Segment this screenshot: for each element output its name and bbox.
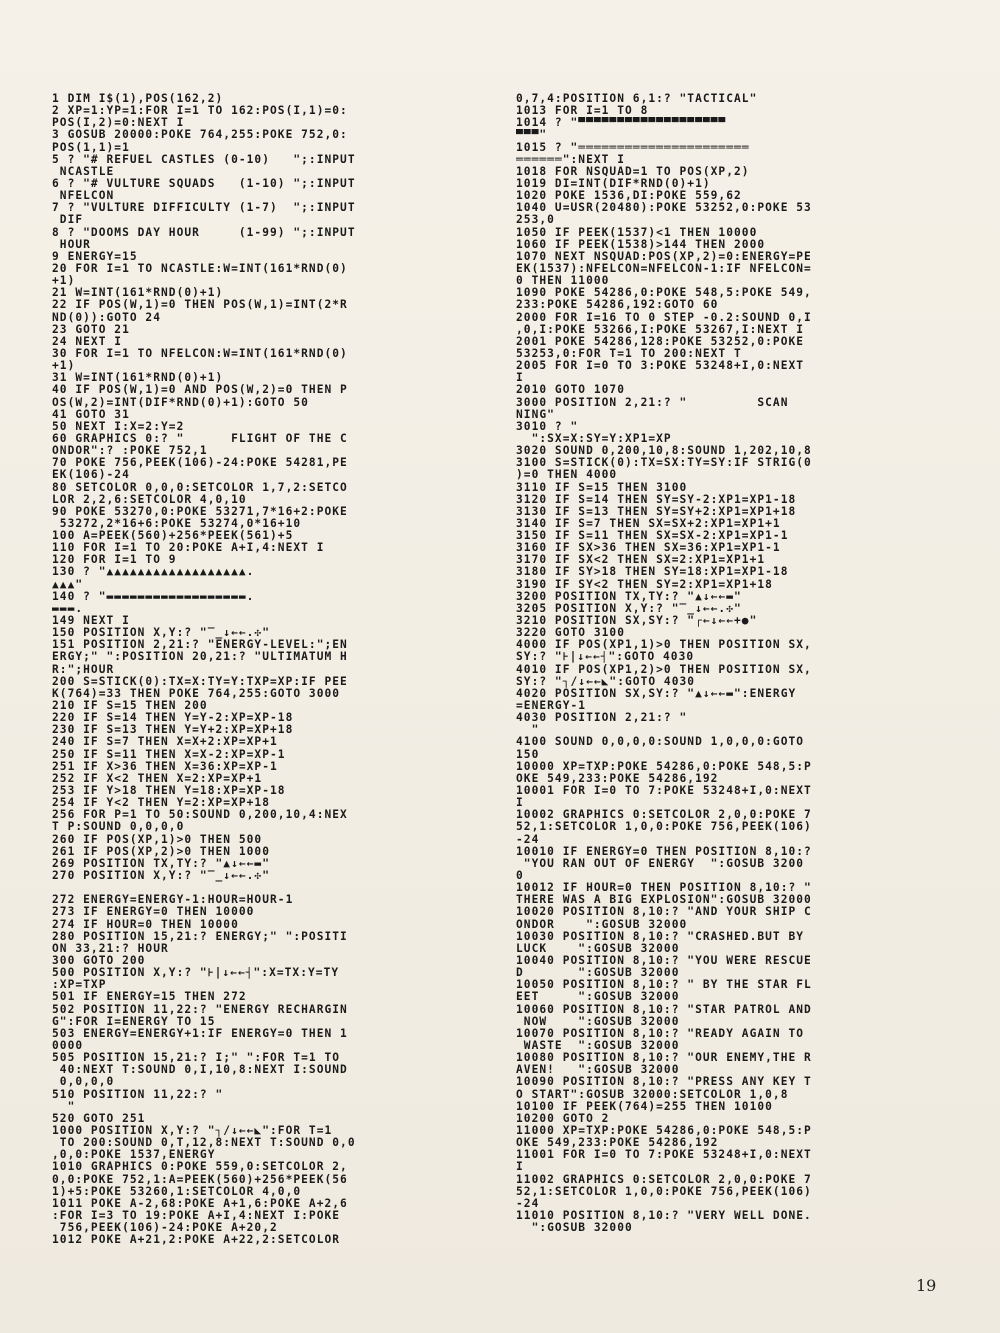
code-line: 52,1:SETCOLOR 1,0,0:POKE 756,PEEK(106)	[516, 821, 812, 834]
code-line: 1)+5:POKE 53260,1:SETCOLOR 4,0,0	[52, 1185, 302, 1198]
code-line: 0,0,0,0	[52, 1076, 115, 1089]
basic-listing-right-column	[516, 93, 936, 1234]
code-line: 24 NEXT I	[52, 335, 123, 348]
code-line: 10100 IF PEEK(764)=255 THEN 10100	[516, 1100, 773, 1113]
code-line: 6 ? "# VULTURE SQUADS (1-10) ";:INPUT	[52, 177, 356, 190]
code-line: 40 IF POS(W,1)=0 AND POS(W,2)=0 THEN P	[52, 384, 348, 397]
code-line: 5 ? "# REFUEL CASTLES (0-10) ";:INPUT	[52, 153, 356, 166]
code-line: 253 IF Y>18 THEN Y=18:XP=XP-18	[52, 785, 286, 798]
code-line: ONDOR":? :POKE 752,1	[52, 445, 208, 458]
code-line: 2001 POKE 54286,128:POKE 53252,0:POKE	[516, 335, 805, 348]
code-line: SY:? "┐/↓←←◣":GOTO 4030	[516, 675, 696, 688]
code-line: SY:? "⊦|↓←←┤":GOTO 4030	[516, 651, 695, 664]
code-line: 0 THEN 11000	[516, 275, 610, 288]
code-line: 1040 U=USR(20480):POKE 53252,0:POKE 53	[516, 202, 812, 215]
code-line: 210 IF S=15 THEN 200	[52, 700, 208, 713]
code-line: 1060 IF PEEK(1538)>144 THEN 2000	[516, 238, 766, 251]
code-line: 4030 POSITION 2,21:? "	[516, 712, 688, 725]
code-line: 149 NEXT I	[52, 615, 130, 628]
code-line: 1070 NEXT NSQUAD:POS(XP,2)=0:ENERGY=PE	[516, 250, 812, 263]
code-line: 10040 POSITION 8,10:? "YOU WERE RESCUE	[516, 954, 812, 967]
code-line: )=0 THEN 4000	[516, 469, 618, 482]
code-line: =ENERGY-1	[516, 700, 587, 713]
code-line: 270 POSITION X,Y:? "‾_↓←←.✣"	[52, 870, 270, 882]
code-line: 1015 ? "══════════════════════	[516, 141, 750, 154]
code-line: +1)	[52, 275, 76, 288]
code-line: 3220 GOTO 3100	[516, 627, 625, 640]
code-line: ON 33,21:? HOUR	[52, 942, 169, 955]
code-line: 1011 POKE A-2,68:POKE A+1,6:POKE A+2,6	[52, 1197, 348, 1210]
code-line: I	[516, 797, 524, 810]
code-line: THERE WAS A BIG EXPLOSION":GOSUB 32000	[516, 894, 812, 907]
code-line: 2010 GOTO 1070	[516, 384, 625, 397]
code-line: 3100 S=STICK(0):TX=SX:TY=SY:IF STRIG(0	[516, 457, 812, 470]
code-line: 10050 POSITION 8,10:? " BY THE STAR FL	[516, 979, 812, 992]
code-line: 20 FOR I=1 TO NCASTLE:W=INT(161*RND(0)	[52, 262, 348, 275]
code-line: 52,1:SETCOLOR 1,0,0:POKE 756,PEEK(106)	[516, 1185, 812, 1198]
code-line: 22 IF POS(W,1)=0 THEN POS(W,1)=INT(2*R	[52, 299, 348, 312]
code-line: 251 IF X>36 THEN X=36:XP=XP-1	[52, 760, 278, 773]
code-line: 3200 POSITION TX,TY:? "▲↓←←▬"	[516, 590, 742, 603]
code-line: 280 POSITION 15,21:? ENERGY;" ":POSITI	[52, 930, 348, 943]
code-line: 11010 POSITION 8,10:? "VERY WELL DONE.	[516, 1209, 812, 1222]
code-line: I	[516, 1161, 524, 1174]
code-line: 254 IF Y<2 THEN Y=2:XP=XP+18	[52, 797, 270, 810]
code-line: 2005 FOR I=0 TO 3:POKE 53248+I,0:NEXT	[516, 360, 805, 373]
code-line: 3120 IF S=14 THEN SY=SY-2:XP1=XP1-18	[516, 493, 797, 506]
code-line: TO 200:SOUND 0,T,12,8:NEXT T:SOUND 0,0	[52, 1137, 356, 1150]
code-line: 1018 FOR NSQUAD=1 TO POS(XP,2)	[516, 165, 750, 178]
code-line: ▲▲▲"	[52, 578, 84, 591]
code-line: 3160 IF SX>36 THEN SX=36:XP1=XP1-1	[516, 542, 781, 555]
code-line: 10080 POSITION 8,10:? "OUR ENEMY,THE R	[516, 1052, 812, 1065]
code-line: 10070 POSITION 8,10:? "READY AGAIN TO	[516, 1027, 805, 1040]
code-line: 150 POSITION X,Y:? "‾_↓←←.✣"	[52, 627, 270, 640]
code-line: 11002 GRAPHICS 0:SETCOLOR 2,0,0:POKE 7	[516, 1173, 812, 1186]
code-line: "YOU RAN OUT OF ENERGY ":GOSUB 3200	[516, 857, 805, 870]
code-line: 21 W=INT(161*RND(0)+1)	[52, 287, 224, 300]
code-line: 11001 FOR I=0 TO 7:POKE 53248+I,0:NEXT	[516, 1149, 812, 1162]
code-line: 0000	[52, 1039, 84, 1052]
code-line: O START":GOSUB 32000:SETCOLOR 1,0,8	[516, 1088, 789, 1101]
code-line: NOW ":GOSUB 32000	[516, 1015, 680, 1028]
code-line: :XP=TXP	[52, 979, 107, 992]
code-line: 272 ENERGY=ENERGY-1:HOUR=HOUR-1	[52, 894, 294, 907]
code-line: 252 IF X<2 THEN X=2:XP=XP+1	[52, 772, 263, 785]
code-line: 1012 POKE A+21,2:POKE A+22,2:SETCOLOR	[52, 1234, 341, 1247]
code-line: I	[516, 372, 524, 385]
code-line: 3130 IF S=13 THEN SY=SY+2:XP1=XP1+18	[516, 505, 797, 518]
code-line: DIF	[52, 214, 84, 227]
code-line: 3020 SOUND 0,200,10,8:SOUND 1,202,10,8	[516, 445, 812, 458]
code-line: LOR 2,2,6:SETCOLOR 4,0,10	[52, 493, 247, 506]
code-line: 3140 IF S=7 THEN SX=SX+2:XP1=XP1+1	[516, 517, 781, 530]
code-line: 502 POSITION 11,22:? "ENERGY RECHARGIN	[52, 1003, 348, 1016]
code-line: 3180 IF SY>18 THEN SY=18:XP1=XP1-18	[516, 566, 789, 579]
code-line: 520 GOTO 251	[52, 1112, 146, 1125]
code-line: 10010 IF ENERGY=0 THEN POSITION 8,10:?	[516, 845, 812, 858]
code-line: 30 FOR I=1 TO NFELCON:W=INT(161*RND(0)	[52, 347, 348, 360]
code-line: +1)	[52, 360, 76, 373]
code-line: 3010 ? "	[516, 420, 579, 433]
code-line: NING"	[516, 408, 555, 421]
code-line: 233:POKE 54286,192:GOTO 60	[516, 299, 719, 312]
code-line: 50 NEXT I:X=2:Y=2	[52, 420, 185, 433]
code-line: ══════":NEXT I	[516, 153, 625, 166]
code-line: 10020 POSITION 8,10:? "AND YOUR SHIP C	[516, 906, 812, 919]
code-line: 3170 IF SX<2 THEN SX=2:XP1=XP1+1	[516, 554, 766, 567]
code-line: 41 GOTO 31	[52, 408, 130, 421]
page-number: 19	[916, 1276, 937, 1295]
code-line: POS(I,2)=0:NEXT I	[52, 117, 185, 130]
code-line: 4020 POSITION SX,SY:? "▲↓←←▬":ENERGY	[516, 687, 797, 700]
code-line: 1020 POKE 1536,DI:POKE 559,62	[516, 190, 742, 203]
code-line: 0,0:POKE 752,1:A=PEEK(560)+256*PEEK(56	[52, 1173, 348, 1186]
code-line: 4100 SOUND 0,0,0,0:SOUND 1,0,0,0:GOTO	[516, 736, 805, 749]
code-line: 0	[516, 870, 524, 882]
code-line: 505 POSITION 15,21:? I;" ":FOR T=1 TO	[52, 1052, 341, 1065]
code-line: 3205 POSITION X,Y:? "‾_↓←←.✣"	[516, 602, 742, 615]
code-line: 4010 IF POS(XP1,2)>0 THEN POSITION SX,	[516, 663, 812, 676]
code-line: 756,PEEK(106)-24:POKE A+20,2	[52, 1222, 278, 1235]
code-line: 261 IF POS(XP,2)>0 THEN 1000	[52, 845, 270, 858]
code-line: OKE 549,233:POKE 54286,192	[516, 772, 719, 785]
code-line: 23 GOTO 21	[52, 323, 130, 336]
code-line: HOUR	[52, 238, 91, 251]
code-line: 80 SETCOLOR 0,0,0:SETCOLOR 1,7,2:SETCO	[52, 481, 348, 494]
code-line: 260 IF POS(XP,1)>0 THEN 500	[52, 833, 263, 846]
code-line: 1050 IF PEEK(1537)<1 THEN 10000	[516, 226, 758, 239]
code-line: 70 POKE 756,PEEK(106)-24:POKE 54281,PE	[52, 457, 348, 470]
code-line: R:";HOUR	[52, 663, 115, 676]
code-line: 240 IF S=7 THEN X=X+2:XP=XP+1	[52, 736, 278, 749]
code-line: T P:SOUND 0,0,0,0	[52, 821, 185, 834]
code-line: 510 POSITION 11,22:? "	[52, 1088, 224, 1101]
code-line: 2000 FOR I=16 TO 0 STEP -0.2:SOUND 0,I	[516, 311, 812, 324]
code-line: EK(1537):NFELCON=NFELCON-1:IF NFELCON=	[516, 262, 812, 275]
code-line: 1000 POSITION X,Y:? "┐/↓←←◣":FOR T=1	[52, 1124, 333, 1137]
code-line: 40:NEXT T:SOUND 0,I,10,8:NEXT I:SOUND	[52, 1064, 348, 1077]
code-line: 1090 POKE 54286,0:POKE 548,5:POKE 549,	[516, 287, 812, 300]
code-line: 11000 XP=TXP:POKE 54286,0:POKE 548,5:P	[516, 1124, 812, 1137]
code-line: ,0,I:POKE 53266,I:POKE 53267,I:NEXT I	[516, 323, 805, 336]
code-line: 10030 POSITION 8,10:? "CRASHED.BUT BY	[516, 930, 805, 943]
code-line: 53253,0:FOR T=1 TO 200:NEXT T	[516, 347, 742, 360]
code-line: G":FOR I=ENERGY TO 15	[52, 1015, 216, 1028]
code-line: -24	[516, 1197, 540, 1210]
code-line: LUCK ":GOSUB 32000	[516, 942, 680, 955]
code-line: 1019 DI=INT(DIF*RND(0)+1)	[516, 177, 711, 190]
code-line: 3 GOSUB 20000:POKE 764,255:POKE 752,0:	[52, 129, 348, 142]
code-line: K(764)=33 THEN POKE 764,255:GOTO 3000	[52, 687, 341, 700]
code-line: 1014 ? "▀▀▀▀▀▀▀▀▀▀▀▀▀▀▀▀▀▀▀	[516, 117, 727, 130]
code-line: 53272,2*16+6:POKE 53274,0*16+10	[52, 517, 302, 530]
code-line: 273 IF ENERGY=0 THEN 10000	[52, 906, 255, 919]
code-line: OS(W,2)=INT(DIF*RND(0)+1):GOTO 50	[52, 396, 309, 409]
code-line: 10002 GRAPHICS 0:SETCOLOR 2,0,0:POKE 7	[516, 809, 812, 822]
code-line: 220 IF S=14 THEN Y=Y-2:XP=XP-18	[52, 712, 294, 725]
code-line: D ":GOSUB 32000	[516, 967, 680, 980]
code-line: 100 A=PEEK(560)+256*PEEK(561)+5	[52, 530, 294, 543]
code-line: 10000 XP=TXP:POKE 54286,0:POKE 548,5:P	[516, 760, 812, 773]
code-line: 274 IF HOUR=0 THEN 10000	[52, 918, 239, 931]
code-line: 256 FOR P=1 TO 50:SOUND 0,200,10,4:NEX	[52, 809, 348, 822]
code-line: 120 FOR I=1 TO 9	[52, 554, 177, 567]
code-line: 253,0	[516, 214, 555, 227]
code-line: 151 POSITION 2,21:? "ENERGY-LEVEL:";EN	[52, 639, 348, 652]
code-line: WASTE ":GOSUB 32000	[516, 1039, 680, 1052]
code-line: 300 GOTO 200	[52, 954, 146, 967]
code-line: ▬▬▬.	[52, 602, 84, 615]
code-line: 8 ? "DOOMS DAY HOUR (1-99) ";:INPUT	[52, 226, 356, 239]
code-line: 60 GRAPHICS 0:? " FLIGHT OF THE C	[52, 432, 348, 445]
code-line: 0,7,4:POSITION 6,1:? "TACTICAL"	[516, 93, 758, 105]
code-line: 140 ? "▬▬▬▬▬▬▬▬▬▬▬▬▬▬▬▬▬▬.	[52, 590, 255, 603]
code-line: POS(1,1)=1	[52, 141, 130, 154]
code-line: OKE 549,233:POKE 54286,192	[516, 1137, 719, 1150]
code-line: ":SX=X:SY=Y:XP1=XP	[516, 432, 672, 445]
code-line: 269 POSITION TX,TY:? "▲↓←←▬"	[52, 857, 270, 870]
code-line: 3210 POSITION SX,SY:? "┌←↓←←+●"	[516, 615, 758, 628]
code-line: ONDOR ":GOSUB 32000	[516, 918, 688, 931]
code-line: 501 IF ENERGY=15 THEN 272	[52, 991, 247, 1004]
code-line: 230 IF S=13 THEN Y=Y+2:XP=XP+18	[52, 724, 294, 737]
code-line: ND(0)):GOTO 24	[52, 311, 161, 324]
code-line: 31 W=INT(161*RND(0)+1)	[52, 372, 224, 385]
code-line: 7 ? "VULTURE DIFFICULTY (1-7) ";:INPUT	[52, 202, 356, 215]
code-line: 4000 IF POS(XP1,1)>0 THEN POSITION SX,	[516, 639, 812, 652]
code-line: 110 FOR I=1 TO 20:POKE A+I,4:NEXT I	[52, 542, 325, 555]
code-line: 10001 FOR I=0 TO 7:POKE 53248+I,0:NEXT	[516, 785, 812, 798]
code-line: NCASTLE	[52, 165, 115, 178]
code-line: 10200 GOTO 2	[516, 1112, 610, 1125]
code-line: -24	[516, 833, 540, 846]
code-line: 3000 POSITION 2,21:? " SCAN	[516, 396, 789, 409]
code-line: "	[516, 724, 540, 737]
code-line: EET ":GOSUB 32000	[516, 991, 680, 1004]
code-line: 150	[516, 748, 540, 761]
code-line: 10060 POSITION 8,10:? "STAR PATROL AND	[516, 1003, 812, 1016]
code-line: "	[52, 1100, 76, 1113]
code-line: 3150 IF S=11 THEN SX=SX-2:XP1=XP1-1	[516, 530, 789, 543]
code-line: 503 ENERGY=ENERGY+1:IF ENERGY=0 THEN 1	[52, 1027, 348, 1040]
code-line: 10012 IF HOUR=0 THEN POSITION 8,10:? "	[516, 882, 812, 895]
code-line: 3190 IF SY<2 THEN SY=2:XP1=XP1+18	[516, 578, 773, 591]
code-line: 1010 GRAPHICS 0:POKE 559,0:SETCOLOR 2,	[52, 1161, 348, 1174]
code-line: ":GOSUB 32000	[516, 1222, 633, 1235]
code-line: :FOR I=3 TO 19:POKE A+I,4:NEXT I:POKE	[52, 1209, 341, 1222]
code-line: 130 ? "▲▲▲▲▲▲▲▲▲▲▲▲▲▲▲▲▲▲.	[52, 566, 255, 579]
code-line: NFELCON	[52, 190, 115, 203]
code-line: 200 S=STICK(0):TX=X:TY=Y:TXP=XP:IF PEE	[52, 675, 348, 688]
code-line: 1013 FOR I=1 TO 8	[516, 105, 649, 118]
code-line: EK(106)-24	[52, 469, 130, 482]
code-line: 500 POSITION X,Y:? "⊦|↓←←┤":X=TX:Y=TY	[52, 967, 340, 980]
code-line: ▀▀▀"	[516, 129, 548, 142]
code-line: 2 XP=1:YP=1:FOR I=1 TO 162:POS(I,1)=0:	[52, 105, 348, 118]
code-line: AVEN! ":GOSUB 32000	[516, 1064, 680, 1077]
code-line: 9 ENERGY=15	[52, 250, 138, 263]
code-line: ERGY;" ":POSITION 20,21:? "ULTIMATUM H	[52, 651, 348, 664]
code-line: ,0,0:POKE 1537,ENERGY	[52, 1149, 216, 1162]
code-line: 90 POKE 53270,0:POKE 53271,7*16+2:POKE	[52, 505, 348, 518]
code-line: 1 DIM I$(1),POS(162,2)	[52, 93, 224, 105]
code-line: 3110 IF S=15 THEN 3100	[516, 481, 688, 494]
basic-listing-left-column	[52, 93, 470, 1246]
code-line	[52, 882, 470, 894]
code-line: 10090 POSITION 8,10:? "PRESS ANY KEY T	[516, 1076, 812, 1089]
code-line: 250 IF S=11 THEN X=X-2:XP=XP-1	[52, 748, 286, 761]
